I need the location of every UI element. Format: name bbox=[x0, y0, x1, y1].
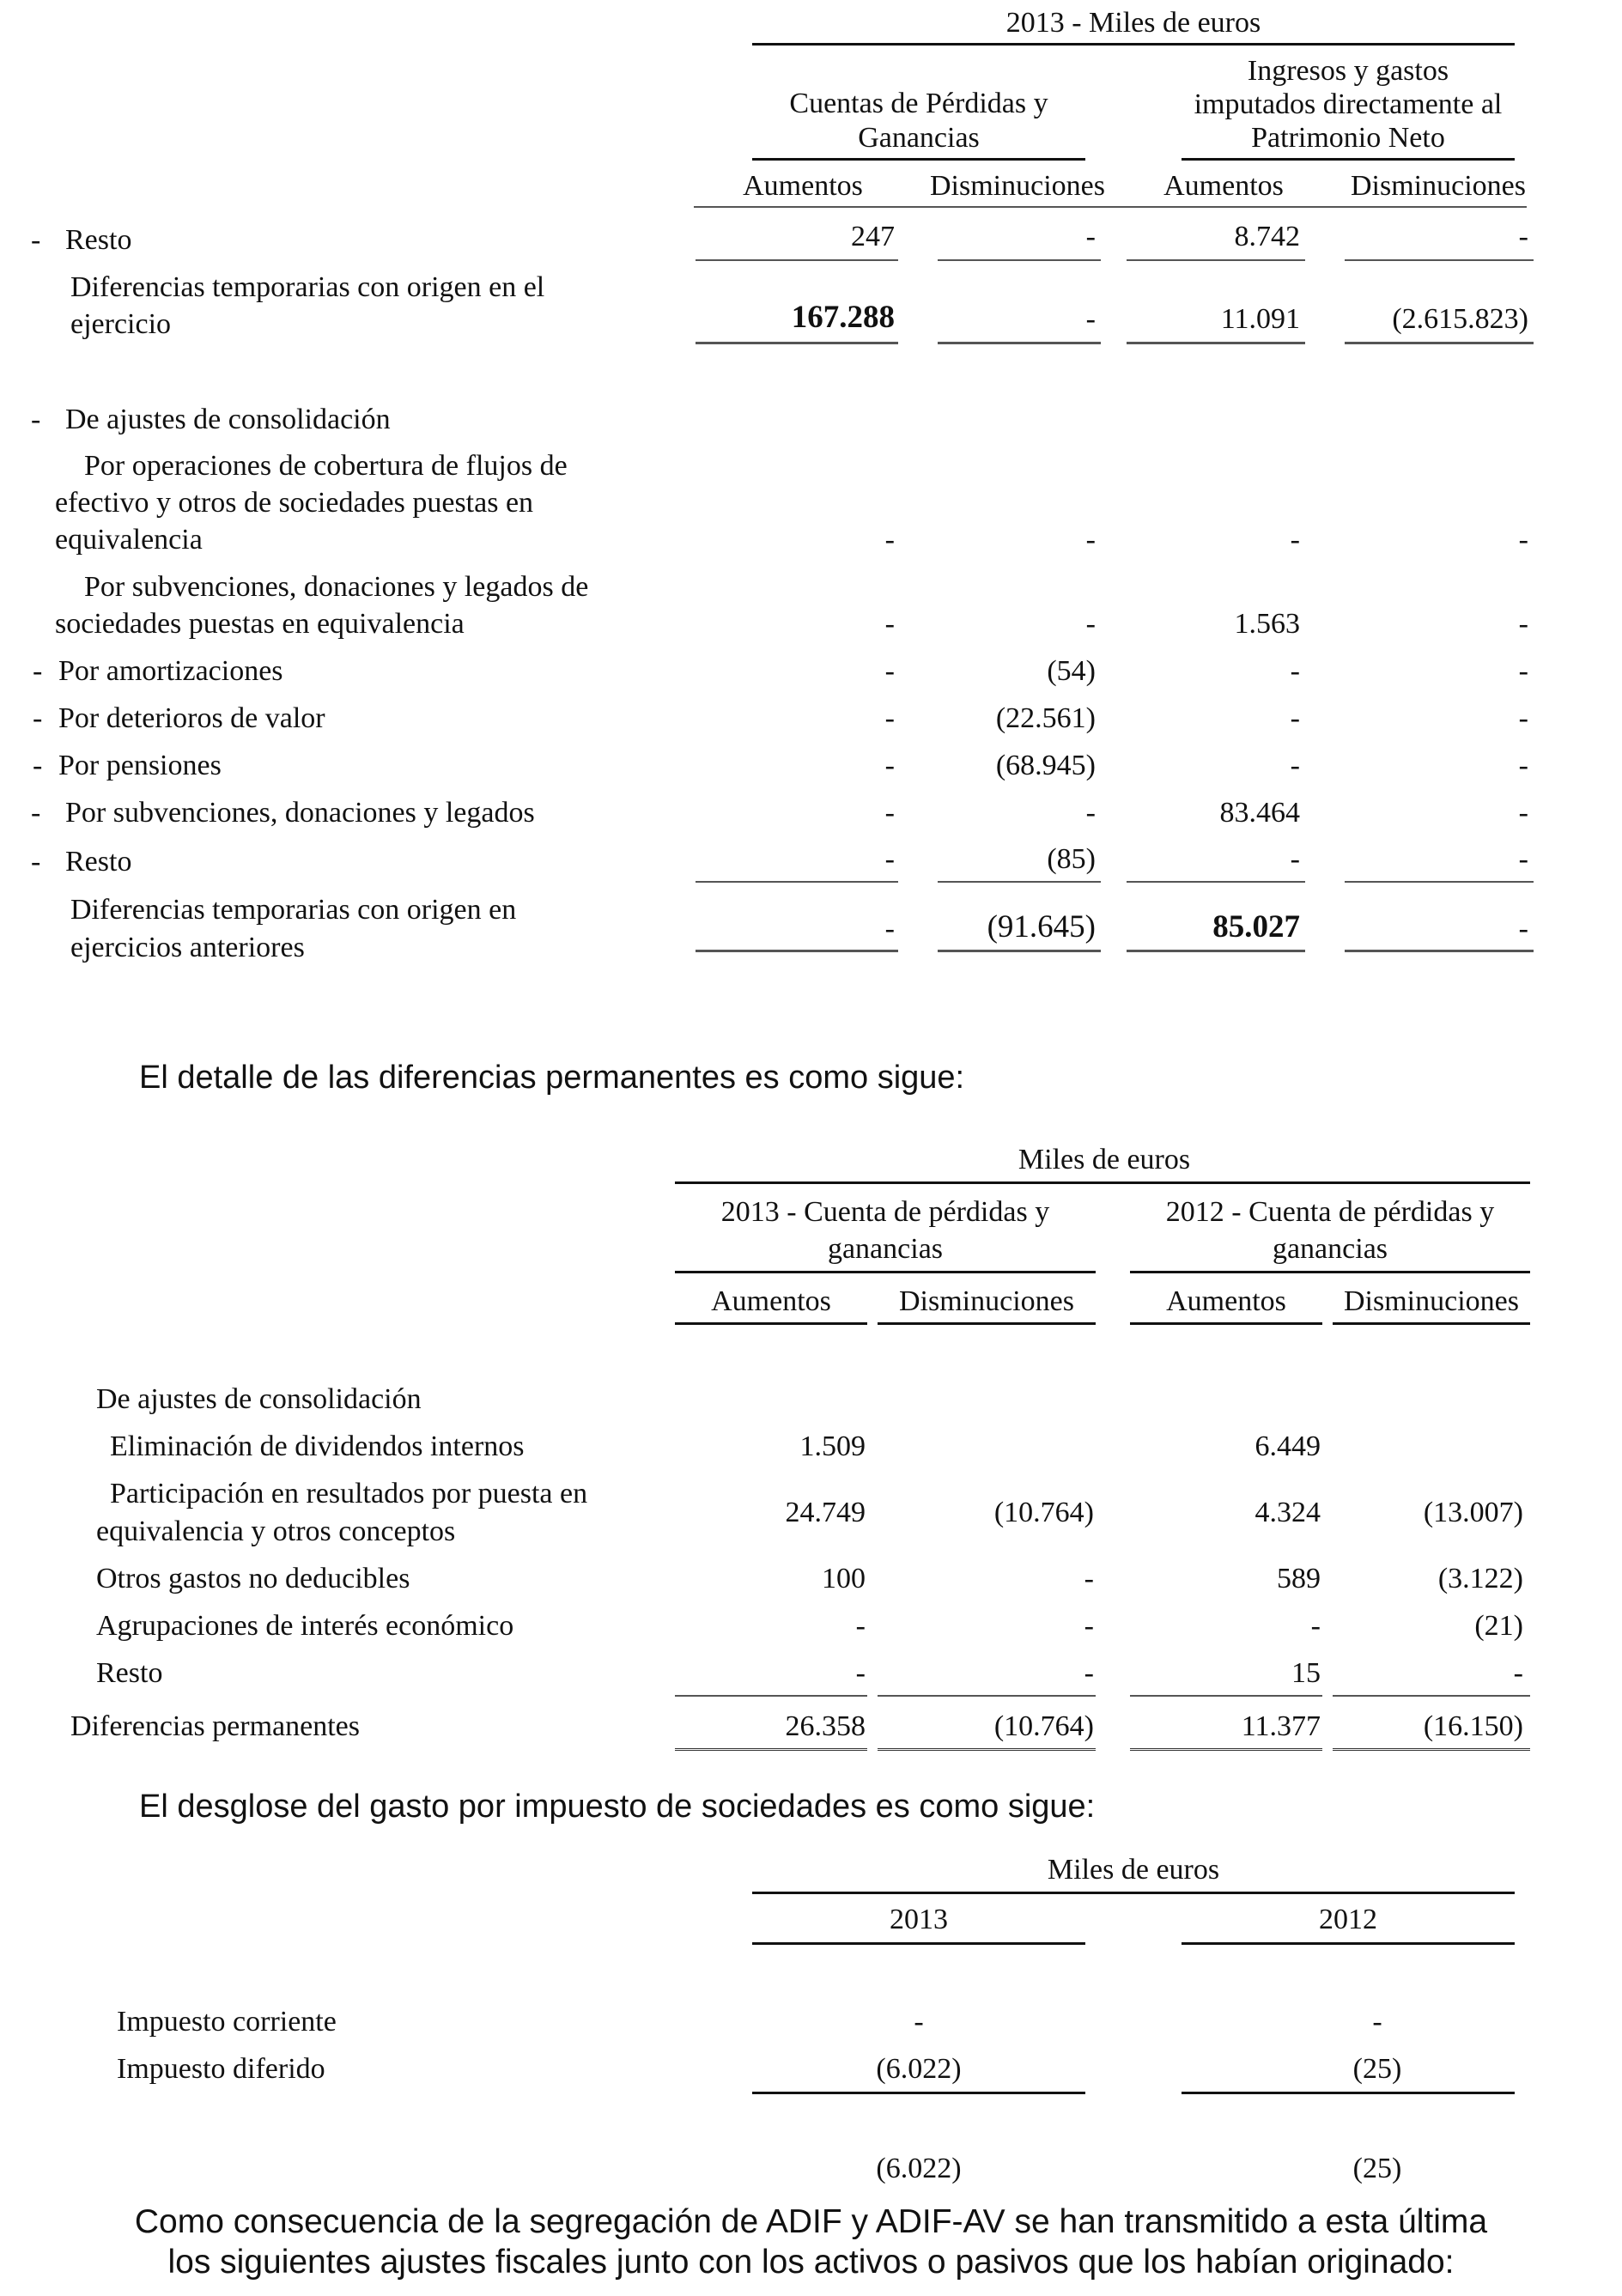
table1-col-disminuciones-2: Disminuciones bbox=[1351, 170, 1526, 202]
cell-pyg-aumentos: - bbox=[884, 608, 895, 640]
double-underline bbox=[1333, 1748, 1530, 1754]
cell-pn-disminuciones: - bbox=[1518, 524, 1528, 556]
double-underline bbox=[878, 1748, 1096, 1754]
underline bbox=[1130, 1695, 1322, 1697]
underline bbox=[1130, 1322, 1322, 1325]
cell-pn-aumentos: - bbox=[1290, 702, 1300, 734]
table1-group2-line3: Patrimonio Neto bbox=[1251, 122, 1445, 154]
row-label: Por amortizaciones bbox=[58, 655, 283, 687]
table1-col-disminuciones-1: Disminuciones bbox=[930, 170, 1105, 202]
cell-pyg-aumentos: - bbox=[884, 913, 895, 945]
underline bbox=[938, 342, 1101, 344]
row-label: Por subvenciones, donaciones y legados bbox=[65, 797, 535, 829]
table2-group1-line1: 2013 - Cuenta de pérdidas y bbox=[720, 1196, 1050, 1228]
cell-pyg-disminuciones: (68.945) bbox=[995, 750, 1096, 781]
table2-col-aumentos-2: Aumentos bbox=[1166, 1285, 1286, 1317]
cell-pn-disminuciones: - bbox=[1518, 702, 1528, 734]
cell-pyg-aumentos: 247 bbox=[851, 221, 895, 252]
cell-2012-disminuciones: (13.007) bbox=[1423, 1497, 1523, 1528]
cell-pn-aumentos: - bbox=[1290, 524, 1300, 556]
paragraph-desglose: El desglose del gasto por impuesto de sociedades es como sigue: bbox=[139, 1789, 1096, 1825]
cell-pyg-disminuciones: - bbox=[1085, 797, 1096, 829]
row-label: Impuesto diferido bbox=[117, 2053, 325, 2085]
row-label-line2: ejercicios anteriores bbox=[70, 932, 305, 963]
underline bbox=[1345, 950, 1534, 952]
row-label-line1: Participación en resultados por puesta en bbox=[110, 1478, 588, 1509]
cell-pyg-disminuciones: (22.561) bbox=[995, 702, 1096, 734]
cell-pyg-disminuciones: (91.645) bbox=[987, 909, 1096, 945]
cell-pn-aumentos: 11.091 bbox=[1220, 303, 1300, 335]
cell-pyg-aumentos: 167.288 bbox=[791, 300, 895, 335]
underline bbox=[878, 1322, 1096, 1325]
underline bbox=[696, 259, 898, 261]
cell-2013-aumentos: - bbox=[855, 1610, 866, 1642]
double-underline bbox=[675, 1748, 867, 1754]
row-label-line2: equivalencia y otros conceptos bbox=[96, 1515, 456, 1547]
table1-group1-line2: Ganancias bbox=[858, 122, 980, 154]
cell-2012-aumentos: 4.324 bbox=[1254, 1497, 1321, 1528]
underline bbox=[752, 2092, 1085, 2094]
table1-group2-rule bbox=[1182, 158, 1515, 161]
underline bbox=[938, 950, 1101, 952]
underline bbox=[675, 1322, 867, 1325]
underline bbox=[938, 881, 1101, 883]
table1-group2-line2: imputados directamente al bbox=[1194, 88, 1503, 120]
cell-2012-disminuciones: (21) bbox=[1474, 1610, 1523, 1642]
table2-col-disminuciones-1: Disminuciones bbox=[899, 1285, 1074, 1317]
cell-pyg-aumentos: - bbox=[884, 797, 895, 829]
underline bbox=[1333, 1695, 1530, 1697]
cell-2013-disminuciones: - bbox=[1084, 1563, 1094, 1594]
cell-2013-aumentos: 1.509 bbox=[799, 1430, 866, 1462]
row-label: Resto bbox=[65, 846, 132, 878]
cell-2012-aumentos: 11.377 bbox=[1241, 1710, 1321, 1742]
cell-2013-aumentos: 100 bbox=[822, 1563, 866, 1594]
underline bbox=[696, 342, 898, 344]
cell-pn-aumentos: 85.027 bbox=[1212, 909, 1300, 945]
row-dash: - bbox=[33, 655, 43, 687]
underline bbox=[1182, 1942, 1515, 1945]
underline bbox=[1345, 342, 1534, 344]
underline bbox=[1127, 950, 1305, 952]
cell-2012-disminuciones: - bbox=[1513, 1657, 1523, 1689]
cell-pn-disminuciones: (2.615.823) bbox=[1392, 303, 1528, 335]
underline bbox=[878, 1695, 1096, 1697]
row-label-line2: ejercicio bbox=[70, 308, 172, 340]
table1-title: 2013 - Miles de euros bbox=[1005, 7, 1261, 39]
row-dash: - bbox=[31, 404, 41, 435]
cell-2012-aumentos: - bbox=[1310, 1610, 1321, 1642]
underline bbox=[1127, 342, 1305, 344]
cell-pyg-aumentos: - bbox=[884, 750, 895, 781]
table3-col-2013: 2013 bbox=[890, 1904, 948, 1935]
table3-title-rule bbox=[752, 1892, 1515, 1894]
cell-2013-aumentos: - bbox=[855, 1657, 866, 1689]
underline bbox=[675, 1695, 867, 1697]
underline bbox=[696, 881, 898, 883]
table1-group2-line1: Ingresos y gastos bbox=[1247, 55, 1449, 87]
cell-pn-aumentos: 83.464 bbox=[1219, 797, 1300, 829]
row-label-line1: Por operaciones de cobertura de flujos de bbox=[84, 450, 568, 482]
cell-pyg-disminuciones: - bbox=[1085, 608, 1096, 640]
cell-pn-aumentos: - bbox=[1290, 655, 1300, 687]
table1-title-rule bbox=[752, 43, 1515, 46]
table1-col-aumentos-2: Aumentos bbox=[1163, 170, 1284, 202]
cell-2013: (6.022) bbox=[876, 2053, 962, 2085]
cell-2012: (25) bbox=[1352, 2053, 1402, 2085]
cell-2013-disminuciones: (10.764) bbox=[993, 1497, 1094, 1528]
underline bbox=[938, 259, 1101, 261]
row-label: Agrupaciones de interés económico bbox=[96, 1610, 514, 1642]
cell-2013-aumentos: 24.749 bbox=[785, 1497, 866, 1528]
cell-2012-aumentos: 15 bbox=[1291, 1657, 1321, 1689]
cell-2013-disminuciones: - bbox=[1084, 1610, 1094, 1642]
cell-pn-disminuciones: - bbox=[1518, 608, 1528, 640]
table1-group1-rule bbox=[752, 158, 1085, 161]
paragraph-segregacion-line1: Como consecuencia de la segregación de ADIF y ADIF-AV se han transmitido a esta última bbox=[134, 2203, 1488, 2240]
row-label-line2: sociedades puestas en equivalencia bbox=[55, 608, 465, 640]
table3-title: Miles de euros bbox=[1047, 1854, 1220, 1886]
row-label: Resto bbox=[96, 1657, 163, 1689]
row-label: Diferencias permanentes bbox=[70, 1710, 360, 1742]
table2-title: Miles de euros bbox=[1018, 1144, 1191, 1175]
cell-2012: - bbox=[1372, 2006, 1382, 2038]
row-label-line1: Diferencias temporarias con origen en el bbox=[70, 271, 545, 303]
row-label-line1: Por subvenciones, donaciones y legados de bbox=[84, 571, 589, 603]
cell-2012-aumentos: 6.449 bbox=[1254, 1430, 1321, 1462]
underline bbox=[1345, 259, 1534, 261]
row-label: Eliminación de dividendos internos bbox=[110, 1430, 525, 1462]
cell-pn-aumentos: - bbox=[1290, 750, 1300, 781]
table2-title-rule bbox=[675, 1181, 1530, 1184]
table1-group1-line1: Cuentas de Pérdidas y bbox=[789, 88, 1048, 119]
table2-group2-line1: 2012 - Cuenta de pérdidas y bbox=[1165, 1196, 1495, 1228]
row-dash: - bbox=[31, 797, 41, 829]
cell-pn-disminuciones: - bbox=[1518, 221, 1528, 252]
cell-pn-aumentos: 1.563 bbox=[1234, 608, 1300, 640]
table3-col-2012: 2012 bbox=[1319, 1904, 1377, 1935]
row-label: Impuesto corriente bbox=[117, 2006, 337, 2038]
table2-group1-rule bbox=[675, 1271, 1096, 1273]
table1-header-rule bbox=[694, 206, 1527, 208]
table1-col-aumentos-1: Aumentos bbox=[743, 170, 863, 202]
table2-row-ajustes: De ajustes de consolidación bbox=[96, 1383, 422, 1415]
underline bbox=[696, 950, 898, 952]
row-dash: - bbox=[33, 750, 43, 781]
cell-pn-disminuciones: - bbox=[1518, 913, 1528, 945]
row-label-line1: Diferencias temporarias con origen en bbox=[70, 894, 517, 926]
row-label: Por pensiones bbox=[58, 750, 222, 781]
row-label: Otros gastos no deducibles bbox=[96, 1563, 410, 1594]
cell-pyg-disminuciones: - bbox=[1085, 303, 1096, 335]
cell-2012-aumentos: 589 bbox=[1277, 1563, 1321, 1594]
table2-col-aumentos-1: Aumentos bbox=[711, 1285, 831, 1317]
underline bbox=[1127, 881, 1305, 883]
cell-pyg-disminuciones: - bbox=[1085, 221, 1096, 252]
cell-pyg-aumentos: - bbox=[884, 702, 895, 734]
underline bbox=[1333, 1322, 1530, 1325]
cell-pn-aumentos: 8.742 bbox=[1234, 221, 1300, 252]
cell-2013-disminuciones: (10.764) bbox=[993, 1710, 1094, 1742]
underline bbox=[1345, 881, 1534, 883]
paragraph-segregacion-line2: los siguientes ajustes fiscales junto con los activos o pasivos que los habían originado: bbox=[167, 2244, 1455, 2281]
row-label-line3: equivalencia bbox=[55, 524, 203, 556]
underline bbox=[752, 1942, 1085, 1945]
row-label: Resto bbox=[65, 224, 132, 256]
cell-pn-disminuciones: - bbox=[1518, 655, 1528, 687]
cell-2012-disminuciones: (3.122) bbox=[1437, 1563, 1523, 1594]
row-label: Por deterioros de valor bbox=[58, 702, 325, 734]
underline bbox=[1182, 2092, 1515, 2094]
table2-group2-rule bbox=[1130, 1271, 1530, 1273]
cell-pn-aumentos: - bbox=[1290, 843, 1300, 875]
total-2013: (6.022) bbox=[876, 2153, 962, 2184]
underline bbox=[1127, 259, 1305, 261]
row-dash: - bbox=[33, 702, 43, 734]
row-dash: - bbox=[31, 846, 41, 878]
row-label: De ajustes de consolidación bbox=[65, 404, 391, 435]
table2-col-disminuciones-2: Disminuciones bbox=[1344, 1285, 1519, 1317]
row-label-line2: efectivo y otros de sociedades puestas en bbox=[55, 487, 534, 519]
cell-pn-disminuciones: - bbox=[1518, 843, 1528, 875]
cell-pn-disminuciones: - bbox=[1518, 750, 1528, 781]
cell-pyg-aumentos: - bbox=[884, 524, 895, 556]
cell-pyg-aumentos: - bbox=[884, 843, 895, 875]
cell-pyg-disminuciones: (54) bbox=[1047, 655, 1096, 687]
row-dash: - bbox=[31, 224, 41, 256]
cell-pyg-disminuciones: - bbox=[1085, 524, 1096, 556]
cell-2013-disminuciones: - bbox=[1084, 1657, 1094, 1689]
cell-2013: - bbox=[914, 2006, 924, 2038]
paragraph-permanentes: El detalle de las diferencias permanentes es como sigue: bbox=[139, 1060, 965, 1096]
double-underline bbox=[1130, 1748, 1322, 1754]
cell-2012-disminuciones: (16.150) bbox=[1423, 1710, 1523, 1742]
cell-2013-aumentos: 26.358 bbox=[785, 1710, 866, 1742]
cell-pyg-disminuciones: (85) bbox=[1047, 843, 1096, 875]
cell-pn-disminuciones: - bbox=[1518, 797, 1528, 829]
table2-group2-line2: ganancias bbox=[1272, 1233, 1388, 1265]
cell-pyg-aumentos: - bbox=[884, 655, 895, 687]
table2-group1-line2: ganancias bbox=[827, 1233, 944, 1265]
total-2012: (25) bbox=[1352, 2153, 1402, 2184]
